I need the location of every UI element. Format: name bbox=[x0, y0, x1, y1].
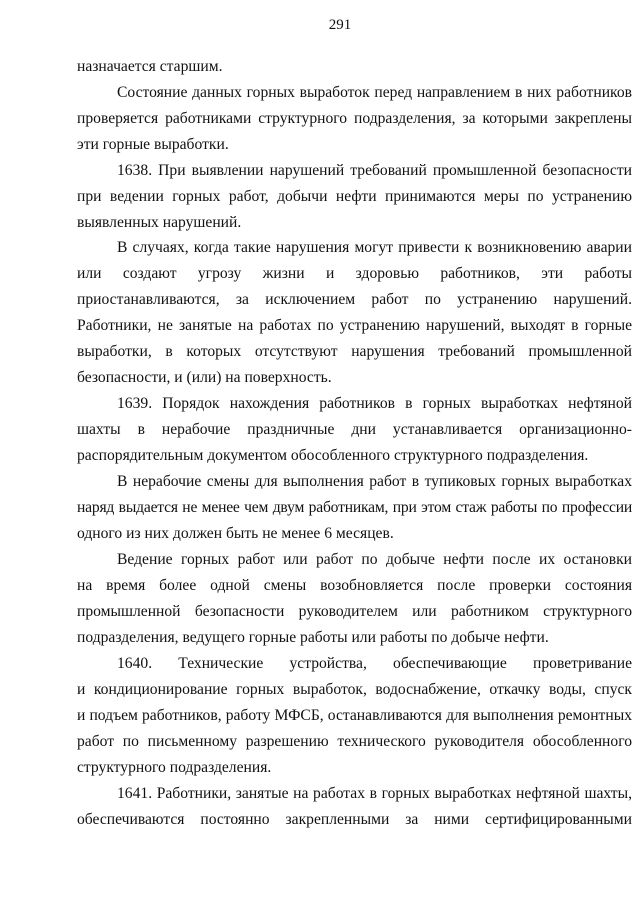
text-line: при ведении горных работ, добычи нефти принимаются меры по устранению bbox=[77, 188, 632, 205]
text-line: выявленных нарушений. bbox=[77, 214, 242, 231]
text-line: подразделения, ведущего горные работы или работы по добыче нефти. bbox=[77, 629, 549, 646]
text-line: и кондиционирование горных выработок, водоснабжение, откачку воды, спуск bbox=[77, 681, 632, 698]
text-line: Работники, не занятые на работах по устранению нарушений, выходят в горные bbox=[77, 317, 632, 334]
text-line: проверяется работниками структурного подразделения, за которыми закреплены bbox=[77, 110, 632, 127]
text-line: работ по письменному разрешению технического руководителя обособленного bbox=[77, 733, 632, 750]
text-line: или создают угрозу жизни и здоровью работников, эти работы bbox=[77, 265, 632, 282]
text-line: эти горные выработки. bbox=[77, 136, 229, 153]
text-line: назначается старшим. bbox=[77, 58, 223, 75]
text-line: 1639. Порядок нахождения работников в горных выработках нефтяной bbox=[117, 395, 632, 412]
text-line: 1638. При выявлении нарушений требований промышленной безопасности bbox=[117, 162, 632, 179]
text-line: Ведение горных работ или работ по добыче нефти после их остановки bbox=[117, 551, 632, 568]
text-line: приостанавливаются, за исключением работ по устранению нарушений. bbox=[77, 291, 632, 308]
text-line: безопасности, и (или) на поверхность. bbox=[77, 369, 332, 386]
text-line: и подъем работников, работу МФСБ, останавливаются для выполнения ремонтных bbox=[77, 707, 632, 724]
text-line: на время более одной смены возобновляется после проверки состояния bbox=[77, 577, 632, 594]
text-line: выработки, в которых отсутствуют нарушения требований промышленной bbox=[77, 343, 632, 360]
text-line: 1641. Работники, занятые на работах в горных выработках нефтяной шахты, bbox=[117, 785, 632, 802]
text-line: В нерабочие смены для выполнения работ в тупиковых горных выработках bbox=[117, 473, 632, 490]
text-line: одного из них должен быть не менее 6 месяцев. bbox=[77, 525, 394, 542]
text-line: Состояние данных горных выработок перед направлением в них работников bbox=[117, 84, 632, 101]
text-line: В случаях, когда такие нарушения могут привести к возникновению аварии bbox=[117, 239, 632, 256]
text-line: промышленной безопасности руководителем или работником структурного bbox=[77, 603, 632, 620]
text-line: распорядительным документом обособленного структурного подразделения. bbox=[77, 447, 589, 464]
text-line: 1640. Технические устройства, обеспечивающие проветривание bbox=[117, 655, 632, 672]
text-line: шахты в нерабочие праздничные дни устанавливается организационно- bbox=[77, 421, 632, 438]
text-line: наряд выдается не менее чем двум работникам, при этом стаж работы по профессии bbox=[77, 499, 632, 516]
text-line: обеспечиваются постоянно закрепленными за ними сертифицированными bbox=[77, 811, 632, 828]
page-number: 291 bbox=[328, 17, 352, 33]
text-line: структурного подразделения. bbox=[77, 759, 272, 776]
